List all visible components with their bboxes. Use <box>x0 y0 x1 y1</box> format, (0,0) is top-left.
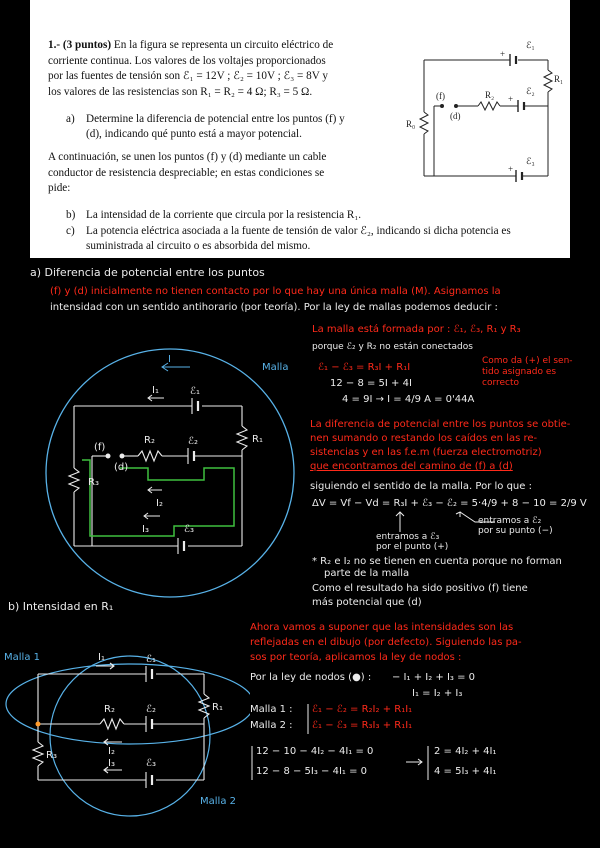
fig1-point-f: (f) <box>94 442 106 453</box>
malla-label: Malla <box>262 362 289 373</box>
svg-text:+: + <box>500 49 506 59</box>
system-left-2: 12 − 8 − 5I₃ − 4I₁ = 0 <box>256 766 368 777</box>
fig-label-r2: R₂ <box>485 90 495 100</box>
malla2-equation: ℰ₁ − ℰ₃ = R₃I₃ + R₁I₁ <box>312 720 413 731</box>
enter-e2-note: entramos a ℰ₂ por su punto (−) <box>478 516 553 536</box>
arrows-annotation <box>300 510 600 550</box>
fig1-r1: R₁ <box>252 434 263 445</box>
fig1-i1: I₁ <box>152 385 159 396</box>
fig2-e1: ℰ₁ <box>146 654 157 665</box>
enter-e3-note: entramos a ℰ₃ por el punto (+) <box>376 532 449 552</box>
current-i-label: I <box>168 354 171 365</box>
section-b-heading: b) Intensidad en R₁ <box>8 600 114 613</box>
sign-note: Como da (+) el sen- tido asignado es correcto <box>482 356 573 388</box>
section-a-red-line: (f) y (d) inicialmente no tienen contacto por lo que hay una única malla (M). Asignamos la <box>50 286 501 297</box>
fig-label-r1: R₁ <box>554 74 564 84</box>
loop-exclusion: porque ℰ₂ y R₂ no están conectados <box>312 342 473 352</box>
node-law-label: Por la ley de nodos (●) : <box>250 672 372 683</box>
fig2-r3: R₃ <box>46 750 57 761</box>
loop-circle <box>46 349 294 597</box>
malla1-label: Malla 1 : <box>250 704 293 715</box>
fig1-i3: I₃ <box>142 524 149 535</box>
fig-label-f: (f) <box>436 91 445 101</box>
fig2-r2: R₂ <box>104 704 115 715</box>
item-b: b) La intensidad de la corriente que circula por la resistencia R₁. <box>66 209 362 221</box>
fig2-e2: ℰ₂ <box>146 704 157 715</box>
loop-equation-1: ℰ₁ − ℰ₃ = R₃I + R₁I <box>318 362 411 373</box>
malla2-circle <box>50 656 210 816</box>
potential-difference-equation: ΔV = Vf − Vd = R₃I + ℰ₃ − ℰ₂ = 5·4/9 + 8 − 10 = 2/9 V <box>312 498 587 509</box>
malla2-label: Malla 2 : <box>250 720 293 731</box>
potential-explanation: La diferencia de potencial entre los puntos se obtie- nen sumando o restando los caídos en las re- sistencias y en las f.e.m (fuerza electromotriz) que encontramos del camino de (f) a (d) <box>310 419 571 472</box>
fig1-i2: I₂ <box>156 498 163 509</box>
circuit-figure-b <box>0 638 250 838</box>
fig1-e1: ℰ₁ <box>190 386 201 397</box>
loop-equation-3: 4 = 9I → I = 4/9 A = 0'44A <box>342 394 475 405</box>
system-braces <box>244 744 434 784</box>
fig1-point-d: (d) <box>114 462 129 473</box>
problem-intro: 1.- (3 puntos) En la figura se representa un circuito eléctrico de corriente continua. Los valores de los voltajes proporcionados por las fuentes de tensión son ℰ₁ = 12V ; ℰ₂ = 10V ; ℰ₃ = 8V y los valores de las resistencias son R₁ = R₂ = 4 Ω; R₃ = 5 Ω. <box>48 39 334 98</box>
node-dot <box>36 722 41 727</box>
r2-exclusion-note: * R₂ e I₂ no se tienen en cuenta porque no forman parte de la malla <box>312 556 562 579</box>
node-equation-1: − I₁ + I₂ + I₃ = 0 <box>392 672 476 683</box>
malla1-tag: Malla 1 <box>4 652 40 663</box>
problem-circuit-figure <box>390 36 568 204</box>
system-left-1: 12 − 10 − 4I₂ − 4I₁ = 0 <box>256 746 374 757</box>
problem-number: 1.- (3 puntos) <box>48 39 112 51</box>
malla1-equation: ℰ₁ − ℰ₂ = R₂I₂ + R₁I₁ <box>312 704 413 715</box>
svg-text:+: + <box>508 164 514 174</box>
fig-label-r0: R₀ <box>406 119 416 129</box>
fig1-r2: R₂ <box>144 435 155 446</box>
loop-elements: La malla está formada por : ℰ₁, ℰ₃, R₁ y R₃ <box>312 324 521 335</box>
fig2-i3: I₃ <box>108 758 115 769</box>
section-a-heading: a) Diferencia de potencial entre los puntos <box>30 266 265 279</box>
system-brace <box>300 702 312 736</box>
fig1-e2: ℰ₂ <box>188 436 199 447</box>
loop-equation-2: 12 − 8 = 5I + 4I <box>330 378 412 389</box>
item-c: c) La potencia eléctrica asociada a la fuente de tensión de valor ℰ₂, indicando si dicha potencia es suministrada al circuito o es absorbida del mismo. <box>66 225 511 252</box>
problem-statement <box>30 0 570 258</box>
conclusion-a: Como el resultado ha sido positivo (f) tiene más potencial que (d) <box>312 583 528 608</box>
fig2-r1: R₁ <box>212 702 223 713</box>
malla2-tag: Malla 2 <box>200 796 236 807</box>
circuit-figure-a <box>28 340 312 606</box>
continuation-text: A continuación, se unen los puntos (f) y (d) mediante un cable conductor de resistencia despreciable; en estas condiciones se pide: <box>48 151 327 194</box>
system-right-2: 4 = 5I₃ + 4I₁ <box>434 766 497 777</box>
fig1-e3: ℰ₃ <box>184 524 195 535</box>
section-a-white-line: intensidad con un sentido antihorario (por teoría). Por la ley de mallas podemos deducir : <box>50 302 498 313</box>
fig2-i2: I₂ <box>108 746 115 757</box>
system-right-1: 2 = 4I₂ + 4I₁ <box>434 746 497 757</box>
fig-label-e2: ℰ₂ <box>526 86 535 96</box>
fig-label-d: (d) <box>450 111 461 121</box>
direction-note: siguiendo el sentido de la malla. Por lo que : <box>310 481 532 492</box>
fig2-e3: ℰ₃ <box>146 758 157 769</box>
node-equation-2: I₁ = I₂ + I₃ <box>412 688 463 699</box>
fig-label-e1: ℰ₁ <box>526 40 535 50</box>
svg-text:+: + <box>508 94 514 104</box>
item-a: a) Determine la diferencia de potencial entre los puntos (f) y (d), indicando qué punto está a mayor potencial. <box>66 113 345 140</box>
fig1-r3: R₃ <box>88 477 99 488</box>
fig-label-e3: ℰ₃ <box>526 156 535 166</box>
section-b-intro: Ahora vamos a suponer que las intensidades son las reflejadas en el dibujo (por defecto). Siguiendo las pa- sos por teoría, aplicamos la ley de nodos : <box>250 622 522 663</box>
fig2-i1: I₁ <box>98 652 105 663</box>
